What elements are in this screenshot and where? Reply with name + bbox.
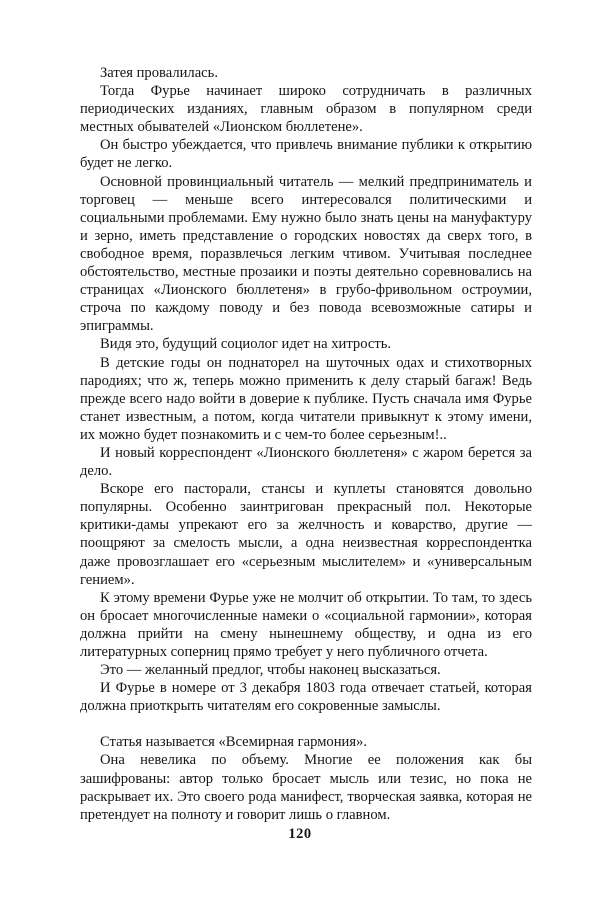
paragraph-1: Затея провалилась. [100, 65, 218, 81]
paragraph-5: Видя это, будущий социолог идет на хитрость. [100, 336, 392, 353]
paragraph-8: Вскоре его пасторали, стансы и куплеты становятся довольно популярны. Особенно заинтригован прекрасный пол. Некоторые критики-дамы упрекают его за желчность и коварство, другие — поощряют за смелость мысли, а одна неизвестная корреспондентка даже провозглашает его «серьезным мыслителем» и «универсальным гением». [80, 481, 532, 588]
paragraph-10: Это — желанный предлог, чтобы наконец высказаться. [100, 662, 441, 679]
paragraph-4: Основной провинциальный читатель — мелкий предприниматель и торговец — меньше всего интересовался политическими и социальными проблемами. Ему нужно было знать цены на мануфактуру и зерно, иметь представление о городских новостях да сверх того, в свободное время, поразвлечься легким чтивом. Учитывая последнее обстоятельство, местные прозаики и поэты деятельно соревновались на страницах «Лионского бюллетеня» в грубо-фривольном остроумии, строча по каждому поводу и без повода всевозможные сатиры и эпиграммы. [80, 173, 532, 335]
paragraph-13: Она невелика по объему. Многие ее положения как бы зашифрованы: автор только бросает мысль или тезис, но пока не раскрывает их. Это своего рода манифест, творческая заявка, которая не претендует на полноту и говорит лишь о главном. [80, 752, 532, 823]
page-number: 120 [288, 826, 312, 842]
paragraph-6: В детские годы он поднаторел на шуточных одах и стихотворных пародиях; что ж, теперь можно применить к делу старый багаж! Ведь прежде всего надо войти в доверие к публике. Пусть сначала имя Фурье станет известным, а потом, когда читатели привыкнут к этому имени, их можно будет познакомить и с чем-то более серьезным!.. [80, 354, 532, 443]
paragraph-9: К этому времени Фурье уже не молчит об открытии. То там, то здесь он бросает многочисленные намеки о «социальной гармонии», которая должна прийти на смену нынешнему обществу, и одна из его литературных соперниц прямо требует у него публичного отчета. [80, 589, 532, 660]
paragraph-2: Тогда Фурье начинает широко сотрудничать в различных периодических изданиях, главным образом в популярном среди местных обывателей «Лионском бюллетене». [80, 83, 532, 136]
paragraph-12: Статья называется «Всемирная гармония». [100, 734, 367, 751]
paragraph-7: И новый корреспондент «Лионского бюллетеня» с жаром берется за дело. [80, 444, 532, 480]
main-text [80, 64, 532, 824]
section-break [80, 715, 532, 733]
paragraph-3: Он быстро убеждается, что привлечь внимание публики к открытию будет не легко. [80, 137, 532, 172]
paragraph-11: И Фурье в номере от 3 декабря 1803 года отвечает статьей, которая должна приоткрыть читателям его сокровенные замыслы. [80, 680, 532, 715]
